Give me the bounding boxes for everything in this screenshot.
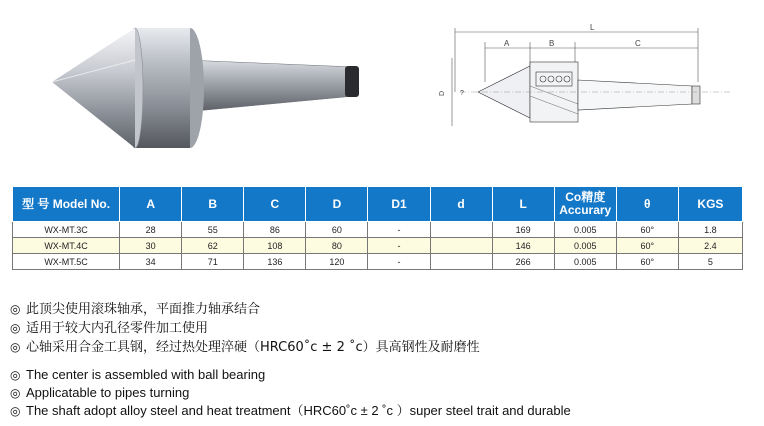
bullet-icon: ◎ [10,386,21,400]
bullet-icon: ◎ [10,368,21,382]
table-header-row [13,187,743,222]
spec-table [12,186,743,270]
cell-model: WX-MT.4C [13,238,120,254]
cell-model: WX-MT.5C [13,254,120,270]
header-accuracy: Co精度 Accurary [554,187,616,222]
header-theta: θ [616,187,678,222]
cell-d1: - [368,222,430,238]
note-item [10,338,480,357]
dim-label-L: L [590,23,595,32]
note-text: 此顶尖使用滚珠轴承，平面推力轴承结合 [26,302,261,317]
dim-label-theta: ? [460,90,464,97]
cell-c: 86 [244,222,306,238]
cell-kgs: 5 [678,254,742,270]
header-a: A [120,187,182,222]
table-row [13,222,743,238]
note-text: The center is assembled with ball bearing [26,367,266,382]
cell-a: 28 [120,222,182,238]
note-text: 适用于较大内孔径零件加工使用 [26,321,209,336]
table-row [13,238,743,254]
header-small-d: d [430,187,492,222]
technical-drawing [430,22,750,140]
bullet-icon: ◎ [10,340,21,354]
header-c: C [244,187,306,222]
cell-l: 169 [492,222,554,238]
cell-theta: 60° [616,222,678,238]
note-text: Applicatable to pipes turning [26,385,190,400]
cell-kgs: 1.8 [678,222,742,238]
cell-l: 266 [492,254,554,270]
cell-c: 108 [244,238,306,254]
dim-label-B: B [549,39,555,48]
header-d: D [306,187,368,222]
note-text: 心轴采用合金工具钢，经过热处理淬硬（HRC60˚c ± 2 ˚c）具高钢性及耐磨性 [26,340,480,355]
cell-d1: - [368,238,430,254]
cell-l: 146 [492,238,554,254]
note-item [10,319,480,338]
cell-small-d [430,238,492,254]
cell-a: 30 [120,238,182,254]
cell-accuracy: 0.005 [554,254,616,270]
table-row [13,254,743,270]
cell-a: 34 [120,254,182,270]
note-item [10,366,571,384]
cell-small-d [430,222,492,238]
bullet-icon: ◎ [10,302,21,316]
note-text: The shaft adopt alloy steel and heat treatment（HRC60˚c ± 2 ˚c ）super steel trait and durable [26,403,571,418]
cell-small-d [430,254,492,270]
cell-d1: - [368,254,430,270]
cell-theta: 60° [616,254,678,270]
dim-label-A: A [504,39,510,48]
cell-c: 136 [244,254,306,270]
cell-model: WX-MT.3C [13,222,120,238]
live-center-photo [0,0,380,180]
cell-b: 62 [182,238,244,254]
notes-chinese [10,300,480,357]
dim-label-D: D [439,90,446,96]
notes-english [10,366,571,420]
header-l: L [492,187,554,222]
cell-b: 55 [182,222,244,238]
header-kgs: KGS [678,187,742,222]
cell-d: 120 [306,254,368,270]
cell-theta: 60° [616,238,678,254]
note-item [10,300,480,319]
header-d1: D1 [368,187,430,222]
dim-label-C: C [635,39,641,48]
cell-kgs: 2.4 [678,238,742,254]
cell-accuracy: 0.005 [554,222,616,238]
cell-accuracy: 0.005 [554,238,616,254]
bullet-icon: ◎ [10,404,21,418]
note-item [10,402,571,420]
header-b: B [182,187,244,222]
cell-b: 71 [182,254,244,270]
bullet-icon: ◎ [10,321,21,335]
cell-d: 80 [306,238,368,254]
note-item [10,384,571,402]
cell-d: 60 [306,222,368,238]
header-model: 型 号 Model No. [13,187,120,222]
